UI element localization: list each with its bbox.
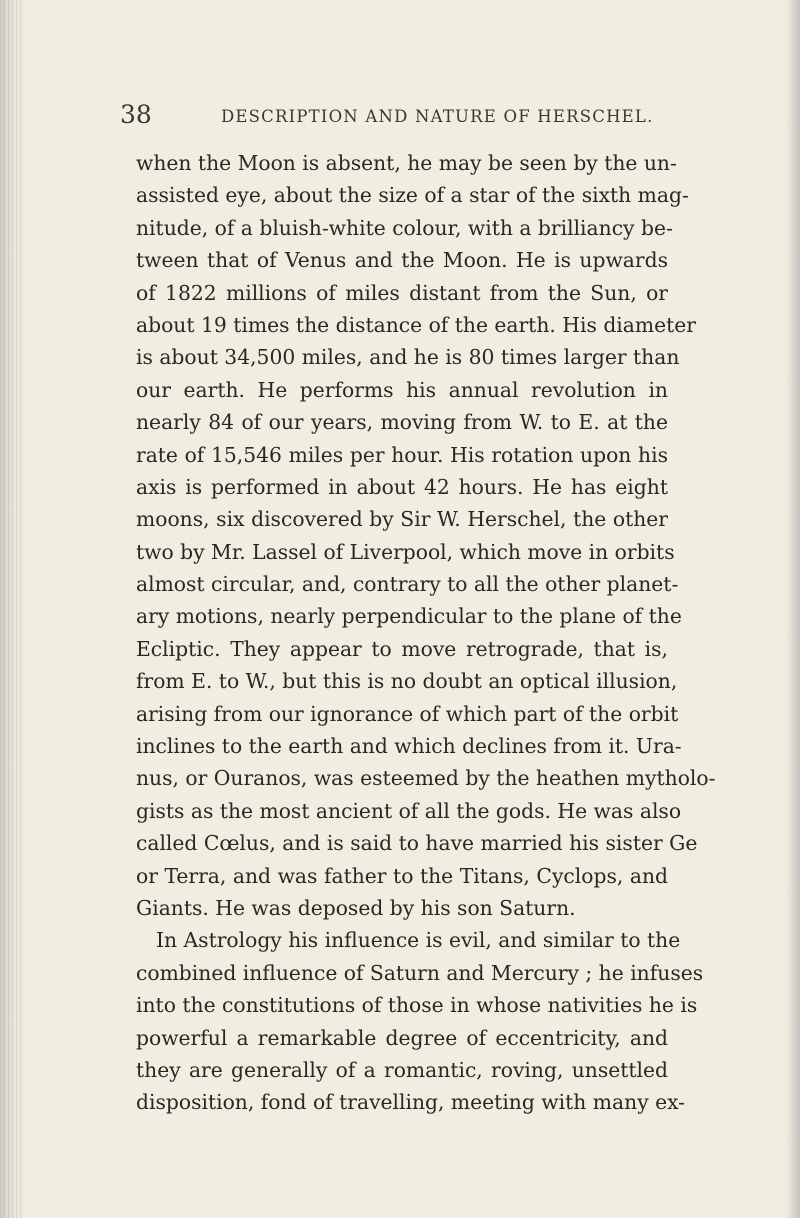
text-line: nearly 84 of our years, moving from W. to E. at the xyxy=(136,410,668,435)
text-line: inclines to the earth and which declines from it. Ura- xyxy=(136,734,682,759)
text-line: or Terra, and was father to the Titans, Cyclops, and xyxy=(136,863,668,888)
text-line: combined influence of Saturn and Mercury ; he infuses xyxy=(136,960,704,985)
text-line: our earth. He performs his annual revolution in xyxy=(136,377,668,402)
text-line: rate of 15,546 miles per hour. His rotation upon his xyxy=(136,442,668,467)
text-line: Giants. He was deposed by his son Saturn. xyxy=(136,895,576,920)
text-line: two by Mr. Lassel of Liverpool, which move in orbits xyxy=(136,539,675,564)
text-line: into the constitutions of those in whose nativities he is xyxy=(136,993,698,1018)
text-line: when the Moon is absent, he may be seen by the un- xyxy=(136,151,677,175)
text-line: axis is performed in about 42 hours. He has eight xyxy=(136,474,668,499)
text-line: powerful a remarkable degree of eccentricity, and xyxy=(136,1025,668,1050)
text-line: Ecliptic. They appear to move retrograde, that is, xyxy=(136,636,668,661)
text-line: they are generally of a romantic, roving, unsettled xyxy=(136,1057,668,1082)
text-line: called Cœlus, and is said to have married his sister Ge xyxy=(136,831,698,856)
text-line: of 1822 millions of miles distant from the Sun, or xyxy=(136,280,668,305)
paragraph-start-line: In Astrology his influence is evil, and similar to the xyxy=(156,928,681,953)
page-header xyxy=(120,100,680,132)
page-right-edge xyxy=(786,0,800,1218)
body-text xyxy=(136,147,716,1119)
text-line: from E. to W., but this is no doubt an optical illusion, xyxy=(136,669,678,694)
text-line: nus, or Ouranos, was esteemed by the heathen mytholo- xyxy=(136,766,716,791)
text-line: arising from our ignorance of which part of the orbit xyxy=(136,701,679,726)
text-line: assisted eye, about the size of a star of the sixth mag- xyxy=(136,183,689,208)
text-line: gists as the most ancient of all the gods. He was also xyxy=(136,798,682,823)
running-head: DESCRIPTION AND NATURE OF HERSCHEL. xyxy=(221,107,654,126)
text-line: about 19 times the distance of the earth. His diameter xyxy=(136,312,696,337)
text-line: tween that of Venus and the Moon. He is upwards xyxy=(136,248,668,273)
text-line: ary motions, nearly perpendicular to the plane of the xyxy=(136,604,682,629)
text-line: is about 34,500 miles, and he is 80 times larger than xyxy=(136,345,680,370)
text-line: moons, six discovered by Sir W. Herschel, the other xyxy=(136,507,668,532)
text-line: almost circular, and, contrary to all the other planet- xyxy=(136,572,679,597)
text-line: disposition, fond of travelling, meeting with many ex- xyxy=(136,1090,686,1115)
page-number: 38 xyxy=(120,100,152,129)
page-edge-lines xyxy=(4,0,22,1218)
text-line: nitude, of a bluish-white colour, with a brilliancy be- xyxy=(136,215,673,240)
